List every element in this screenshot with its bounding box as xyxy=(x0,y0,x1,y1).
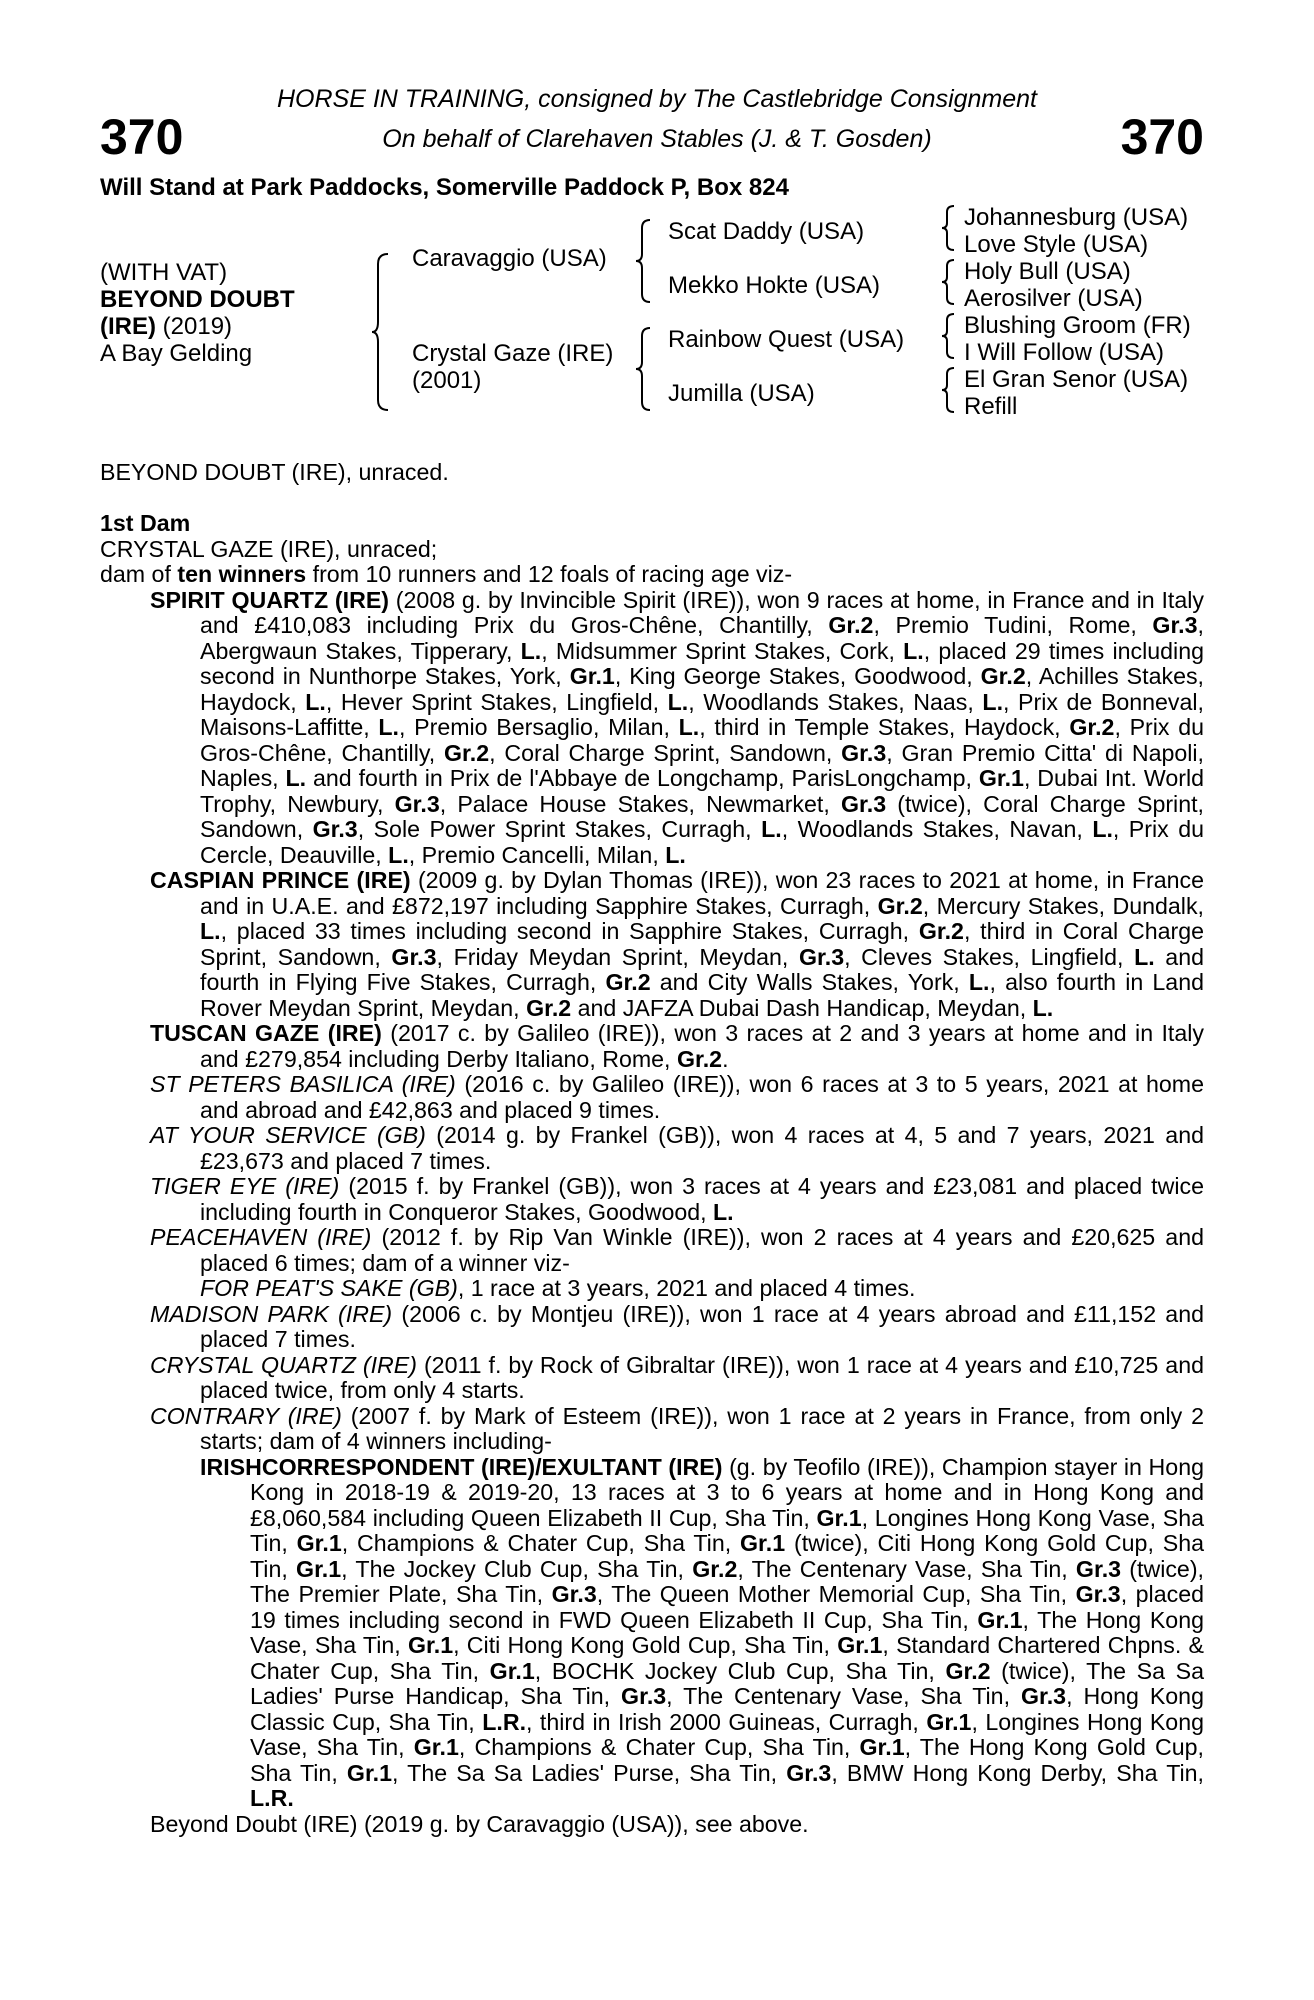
pedigree-dam-sire: Rainbow Quest (USA) xyxy=(668,326,905,353)
pedigree-dam-year: (2001) xyxy=(412,367,482,394)
progeny-entry: CONTRARY (IRE) (2007 f. by Mark of Esteem (IRE)), won 1 race at 2 years in France, from only 2 starts; dam of 4 winners including- xyxy=(150,1402,1204,1454)
pedigree-sire-dam: Mekko Hokte (USA) xyxy=(668,272,881,299)
pedigree-brace-4 xyxy=(940,366,956,414)
pedigree-sd-sire: Holy Bull (USA) xyxy=(964,258,1131,285)
progeny-entry: CRYSTAL QUARTZ (IRE) (2011 f. by Rock of Gibraltar (IRE)), won 1 race at 4 years and £10,725 and placed twice, from only 4 starts. xyxy=(150,1351,1204,1403)
stand-location: Will Stand at Park Paddocks, Somerville Paddock P, Box 824 xyxy=(100,174,789,201)
grand-progeny-entry: IRISHCORRESPONDENT (IRE)/EXULTANT (IRE) (g. by Teofilo (IRE)), Champion stayer in Hong Kong in 2018-19 & 2019-20, 13 races at 3 to 6 years at home and in Hong Kong and £8,060,584 including Queen Elizabeth II Cup, Sha Tin, Gr.1, Longines Hong Kong Vase, Sha Tin, Gr.1, Champions & Chater Cup, Sha Tin, Gr.1 (twice), Citi Hong Kong Gold Cup, Sha Tin, Gr.1, The Jockey Club Cup, Sha Tin, Gr.2, The Centenary Vase, Sha Tin, Gr.3 (twice), The Premier Plate, Sha Tin, Gr.3, The Queen Mother Memorial Cup, Sha Tin, Gr.3, placed 19 times including second in FWD Queen Elizabeth II Cup, Sha Tin, Gr.1, The Hong Kong Vase, Sha Tin, Gr.1, Citi Hong Kong Gold Cup, Sha Tin, Gr.1, Standard Chartered Chpns. & Chater Cup, Sha Tin, Gr.1, BOCHK Jockey Club Cup, Sha Tin, Gr.2 (twice), The Sa Sa Ladies' Purse Handicap, Sha Tin, Gr.3, The Centenary Vase, Sha Tin, Gr.3, Hong Kong Classic Cup, Sha Tin, L.R., third in Irish 2000 Guineas, Curragh, Gr.1, Longines Hong Kong Vase, Sha Tin, Gr.1, Champions & Chater Cup, Sha Tin, Gr.1, The Hong Kong Gold Cup, Sha Tin, Gr.1, The Sa Sa Ladies' Purse, Sha Tin, Gr.3, BMW Hong Kong Derby, Sha Tin, L.R. xyxy=(200,1453,1205,1811)
horse-origin-year: (IRE) (2019) xyxy=(100,313,233,340)
pedigree-brace-2 xyxy=(940,258,956,306)
first-dam-line: CRYSTAL GAZE (IRE), unraced; xyxy=(100,535,438,562)
pedigree-sire-sire: Scat Daddy (USA) xyxy=(668,218,865,245)
progeny-entry: TUSCAN GAZE (IRE) (2017 c. by Galileo (IRE)), won 3 races at 2 and 3 years at home and in Italy and £279,854 including Derby Italiano, Rome, Gr.2. xyxy=(150,1020,1204,1072)
pedigree-ds-sire: Blushing Groom (FR) xyxy=(964,312,1191,339)
lot-number-right: 370 xyxy=(1120,109,1204,165)
pedigree-ds-dam: I Will Follow (USA) xyxy=(964,339,1165,366)
race-record: BEYOND DOUBT (IRE), unraced. xyxy=(100,459,449,485)
pedigree-sire: Caravaggio (USA) xyxy=(412,245,607,272)
horse-description: A Bay Gelding xyxy=(100,340,253,367)
progeny-entry: ST PETERS BASILICA (IRE) (2016 c. by Galileo (IRE)), won 6 races at 3 to 5 years, 2021 at home and abroad and £42,863 and placed 9 times. xyxy=(150,1071,1205,1123)
progeny-entry: MADISON PARK (IRE) (2006 c. by Montjeu (IRE)), won 1 race at 4 years abroad and £11,152 and placed 7 times. xyxy=(150,1300,1204,1352)
pedigree-brace-main xyxy=(370,252,390,412)
pedigree-brace-sire xyxy=(634,218,652,304)
vat-note: (WITH VAT) xyxy=(100,259,228,286)
pedigree-ss-dam: Love Style (USA) xyxy=(964,231,1149,258)
progeny-entry: SPIRIT QUARTZ (IRE) (2008 g. by Invincible Spirit (IRE)), won 9 races at home, in France and in Italy and £410,083 including Prix du Gros-Chêne, Chantilly, Gr.2, Premio Tudini, Rome, Gr.3, Abergwaun Stakes, Tipperary, L., Midsummer Sprint Stakes, Cork, L., placed 29 times including second in Nunthorpe Stakes, York, Gr.1, King George Stakes, Goodwood, Gr.2, Achilles Stakes, Haydock, L., Hever Sprint Stakes, Lingfield, L., Woodlands Stakes, Naas, L., Prix de Bonneval, Maisons-Laffitte, L., Premio Bersaglio, Milan, L., third in Temple Stakes, Haydock, Gr.2, Prix du Gros-Chêne, Chantilly, Gr.2, Coral Charge Sprint, Sandown, Gr.3, Gran Premio Citta' di Napoli, Naples, L. and fourth in Prix de l'Abbaye de Longchamp, ParisLongchamp, Gr.1, Dubai Int. World Trophy, Newbury, Gr.3, Palace House Stakes, Newmarket, Gr.3 (twice), Coral Charge Sprint, Sandown, Gr.3, Sole Power Sprint Stakes, Curragh, L., Woodlands Stakes, Navan, L., Prix du Cercle, Deauville, L., Premio Cancelli, Milan, L. xyxy=(150,586,1205,868)
on-behalf-line: On behalf of Clarehaven Stables (J. & T. Gosden) xyxy=(382,125,932,153)
pedigree-dd-sire: El Gran Senor (USA) xyxy=(964,366,1189,393)
progeny-entry: CASPIAN PRINCE (IRE) (2009 g. by Dylan Thomas (IRE)), won 23 races to 2021 at home, in France and in U.A.E. and £872,197 including Sapphire Stakes, Curragh, Gr.2, Mercury Stakes, Dundalk, L., placed 33 times including second in Sapphire Stakes, Curragh, Gr.2, third in Coral Charge Sprint, Sandown, Gr.3, Friday Meydan Sprint, Meydan, Gr.3, Cleves Stakes, Lingfield, L. and fourth in Flying Five Stakes, Curragh, Gr.2 and City Walls Stakes, York, L., also fourth in Land Rover Meydan Sprint, Meydan, Gr.2 and JAFZA Dubai Dash Handicap, Meydan, L. xyxy=(150,867,1205,1021)
progeny-entry: AT YOUR SERVICE (GB) (2014 g. by Frankel (GB)), won 4 races at 4, 5 and 7 years, 2021 and £23,673 and placed 7 times. xyxy=(150,1122,1204,1174)
horse-name: BEYOND DOUBT xyxy=(100,286,295,313)
pedigree-ss-sire: Johannesburg (USA) xyxy=(964,204,1189,231)
progeny-entry: TIGER EYE (IRE) (2015 f. by Frankel (GB)), won 3 races at 4 years and £23,081 and placed twice including fourth in Conqueror Stakes, Goodwood, L. xyxy=(150,1173,1205,1225)
pedigree-brace-3 xyxy=(940,312,956,360)
pedigree-dam: Crystal Gaze (IRE) xyxy=(412,340,614,367)
pedigree-dd-dam: Refill xyxy=(964,393,1018,420)
pedigree-brace-1 xyxy=(940,204,956,252)
pedigree-brace-dam xyxy=(634,326,652,412)
pedigree-dam-dam: Jumilla (USA) xyxy=(668,380,815,407)
pedigree-sd-dam: Aerosilver (USA) xyxy=(964,285,1143,312)
lot-number: 370 xyxy=(100,109,184,165)
progeny-entry: Beyond Doubt (IRE) (2019 g. by Caravaggio (USA)), see above. xyxy=(150,1810,809,1837)
grand-progeny-entry: FOR PEAT'S SAKE (GB), 1 race at 3 years, 2021 and placed 4 times. xyxy=(200,1275,916,1301)
first-dam-produce-line: dam of ten winners from 10 runners and 12 foals of racing age viz- xyxy=(100,561,793,587)
progeny-entry: PEACEHAVEN (IRE) (2012 f. by Rip Van Winkle (IRE)), won 2 races at 4 years and £20,625 and placed 6 times; dam of a winner viz- xyxy=(150,1224,1204,1276)
first-dam-section xyxy=(100,511,1204,1837)
first-dam-heading: 1st Dam xyxy=(100,510,191,536)
consignor-line: HORSE IN TRAINING, consigned by The Castlebridge Consignment xyxy=(276,85,1038,113)
